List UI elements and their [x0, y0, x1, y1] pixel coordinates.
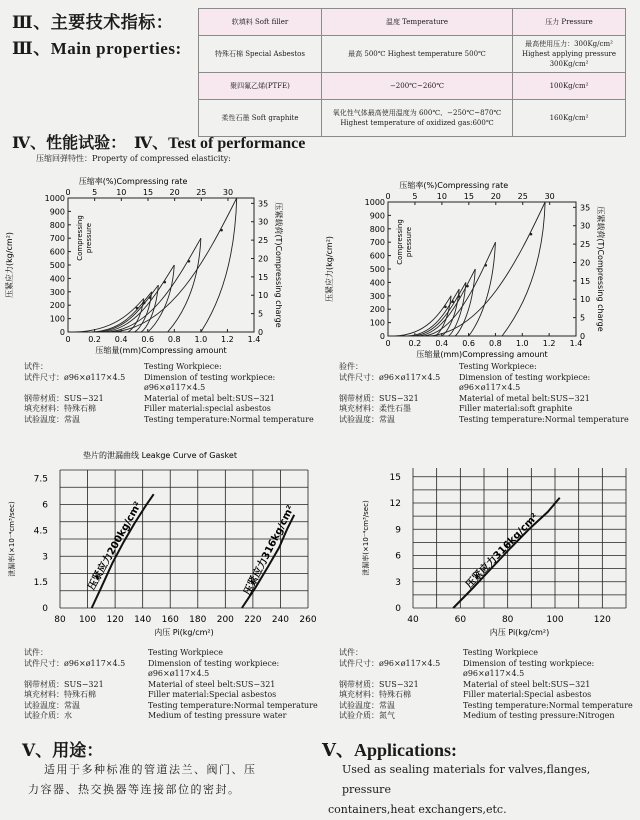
y-tick-label: 4.5: [33, 526, 48, 537]
top-tick-label: 20: [169, 188, 180, 197]
table-cell: 100Kg/cm²: [513, 73, 626, 100]
table-cell: 特殊石棉 Special Asbestos: [199, 36, 322, 73]
series-label: 压紧应力316kg/cm²: [463, 511, 541, 591]
info-label-en: Material of metal belt:SUS−321: [144, 393, 275, 403]
section-4-title-en: Ⅳ、Test of performance: [134, 135, 306, 152]
x-axis-title: 压缩量(mm)Compressing amount: [416, 350, 548, 359]
y-tick-label: 300: [49, 287, 65, 297]
leakage-chart-asbestos: [0, 440, 320, 645]
info-row: [339, 648, 633, 659]
top-axis-title: 压缩率(%)Compressing rate: [399, 181, 509, 190]
section-5-title-en: Ⅴ、Applications:: [322, 740, 457, 760]
cell-line: 最高使用压力：300Kg/cm²: [525, 40, 613, 48]
x-tick-label: 40: [407, 615, 419, 625]
compression-chart-asbestos: [0, 160, 320, 360]
y2-tick-label: 35: [580, 203, 591, 213]
y-axis-title: 压紧应力(kg/cm²): [5, 231, 14, 299]
y-tick-label: 0: [379, 332, 385, 341]
info-label-en: Testing temperature:Normal temperature: [144, 414, 314, 424]
x-tick-label: 80: [54, 615, 66, 625]
info-label-en: Medium of testing pressure:Nitrogen: [463, 711, 615, 720]
y2-tick-label: 20: [580, 258, 591, 268]
unloading-curve: [448, 282, 465, 336]
app-line: Used as sealing materials for valves,flanges, pressure: [342, 763, 591, 796]
loading-curve: [107, 238, 201, 332]
info-label-en: Testing Workpiece: [148, 648, 223, 657]
info-row: [339, 669, 633, 680]
y-tick-label: 600: [369, 251, 385, 261]
info-label-en: Filler material:Special asbestos: [463, 690, 592, 699]
loading-curve: [91, 292, 151, 332]
y2-tick-label: 5: [580, 313, 586, 323]
x-tick-label: 100: [546, 615, 564, 625]
unloading-curve: [502, 202, 545, 336]
table-cell: [513, 36, 626, 73]
info-label-zh: 钢带材质：SUS−321: [24, 679, 104, 689]
x-tick-label: 0.8: [167, 335, 181, 344]
x-tick-label: 180: [189, 615, 207, 625]
info-row: [24, 711, 318, 722]
info-row: [24, 415, 314, 426]
x-tick-label: 0.6: [141, 335, 155, 344]
x-tick-label: 0.6: [462, 339, 475, 348]
top-tick-label: 15: [463, 192, 474, 201]
info-row: [339, 373, 629, 384]
info-label-en: Testing temperature:Normal temperature: [459, 414, 629, 424]
info-row: [24, 701, 318, 712]
y-tick-label: 500: [369, 265, 385, 274]
section-3-title-zh: Ⅲ、主要技术指标：: [12, 13, 174, 32]
table-header-cell: 软填料 Soft filler: [199, 9, 322, 36]
y2-tick-label: 25: [580, 240, 591, 250]
info-row: [339, 404, 629, 415]
info-label-en: Dimension of testing workpiece:: [148, 658, 280, 668]
data-point: [149, 296, 152, 299]
table-header-cell: 温度 Temperature: [322, 9, 513, 36]
loading-curve: [429, 202, 545, 336]
info-label-en: ø96×ø117×4.5: [459, 383, 521, 392]
curve-label: pressure: [85, 222, 93, 254]
y-tick-label: 1.5: [33, 578, 48, 589]
compression-chart-graphite: [320, 160, 640, 360]
info-label-zh: 试件尺寸：ø96×ø117×4.5: [339, 658, 441, 668]
app-line: containers,heat exchangers,etc.: [328, 803, 507, 816]
loading-curve: [113, 198, 237, 332]
y2-tick-label: 5: [258, 309, 264, 319]
series-label: 压紧应力200kg/cm²: [86, 500, 145, 593]
info-row: [339, 383, 629, 394]
table-cell: 聚四氟乙烯(PTFE): [199, 73, 322, 100]
curve-label: Compressing: [396, 219, 404, 265]
info-label-en: Medium of testing pressure water: [148, 711, 287, 720]
y-tick-label: 100: [369, 318, 385, 328]
info-label-en: Testing Workpiece:: [459, 362, 537, 371]
info-label-zh: 试验温度：常温: [24, 414, 80, 424]
info-label-en: ø96×ø117×4.5: [148, 669, 210, 678]
info-row: [339, 690, 633, 701]
x-tick-label: 160: [161, 615, 179, 625]
data-point: [466, 285, 469, 288]
data-point: [188, 260, 191, 263]
y-tick-label: 900: [49, 207, 65, 217]
applications-text-zh: [28, 760, 257, 800]
y-tick-label: 9: [395, 525, 401, 536]
info-label-zh: 试件尺寸：ø96×ø117×4.5: [24, 658, 126, 668]
y-tick-label: 0: [42, 604, 48, 614]
leakage-chart-nitrogen: [320, 440, 640, 645]
table-row: [199, 73, 626, 100]
y2-tick-label: 10: [580, 295, 591, 305]
info-row: [339, 711, 633, 722]
y-tick-label: 700: [49, 234, 65, 244]
x-tick-label: 120: [593, 615, 611, 625]
info-row: [24, 373, 314, 384]
info-label-zh: 试件：: [339, 648, 363, 657]
cell-line: Highest applying pressure 300Kg/cm²: [521, 50, 617, 68]
info-label-en: Filler material:special asbestos: [144, 404, 271, 413]
y-tick-label: 7.5: [33, 474, 48, 485]
info-label-zh: 试件尺寸：ø96×ø117×4.5: [339, 372, 441, 382]
info-label-en: Filler material:soft graphite: [459, 404, 573, 413]
y-axis-title: 压紧应力(kg/cm²): [325, 235, 334, 303]
applications-text-en: [328, 760, 640, 820]
data-point: [484, 264, 487, 267]
info-label-en: Material of metal belt:SUS−321: [459, 393, 590, 403]
table-cell: 柔性石墨 Soft graphite: [199, 100, 322, 137]
top-tick-label: 10: [436, 192, 447, 201]
y-tick-label: 100: [49, 314, 65, 324]
workpiece-info-right: [339, 362, 629, 425]
y-tick-label: 1000: [44, 194, 65, 203]
y2-tick-label: 15: [580, 276, 591, 286]
section-4-title-zh: Ⅳ、性能试验：: [12, 135, 127, 152]
top-tick-label: 5: [92, 188, 98, 197]
y2-axis-title: 压紧载荷(T)Compressing charge: [274, 202, 283, 328]
x-tick-label: 120: [106, 615, 124, 625]
x-axis-title: 内压 Pi(kg/cm²): [489, 628, 550, 637]
y2-tick-label: 0: [258, 328, 264, 337]
y-axis-title: 泄漏率(×10⁻⁴cm³/sec): [362, 500, 370, 576]
table-cell: 最高 500℃ Highest temperature 500℃: [322, 36, 513, 73]
properties-table: [198, 8, 626, 137]
y2-tick-label: 25: [258, 236, 269, 246]
leak-info-right: [339, 648, 633, 722]
y-tick-label: 0: [395, 604, 401, 614]
y-tick-label: 500: [49, 261, 65, 270]
x-tick-label: 60: [454, 615, 467, 625]
top-tick-label: 15: [142, 188, 154, 197]
info-row: [339, 680, 633, 691]
y-tick-label: 12: [389, 499, 401, 509]
info-row: [24, 669, 318, 680]
chart-title: 垫片的泄漏曲线 Leakge Curve of Gasket: [83, 451, 237, 460]
y2-tick-label: 15: [258, 272, 269, 282]
x-tick-label: 1.2: [542, 339, 556, 348]
y2-tick-label: 30: [258, 217, 269, 227]
x-tick-label: 1.4: [569, 339, 583, 348]
y-axis-title: 泄漏率(×10⁻⁴cm³/sec): [8, 501, 16, 577]
info-label-en: Testing Workpiece:: [144, 362, 222, 371]
info-label-en: Testing temperature:Normal temperature: [463, 700, 633, 710]
top-tick-label: 10: [116, 188, 127, 197]
top-tick-label: 0: [65, 188, 71, 197]
info-label-zh: 钢带材质：SUS−321: [24, 393, 104, 403]
top-tick-label: 25: [196, 188, 207, 197]
x-tick-label: 240: [271, 615, 290, 625]
x-tick-label: 0: [65, 335, 71, 344]
x-tick-label: 0.4: [435, 339, 449, 348]
loading-curve: [102, 265, 174, 332]
x-tick-label: 140: [134, 615, 152, 625]
x-axis-title: 压缩量(mm)Compressing amount: [95, 346, 227, 355]
app-line: 适用于多种标准的管道法兰、阀门、压: [44, 763, 257, 776]
curve-label: Compressing: [76, 215, 84, 261]
info-label-en: Dimension of testing workpiece:: [463, 658, 595, 668]
x-tick-label: 0: [385, 339, 391, 348]
info-label-en: Filler material:Special asbestos: [148, 690, 277, 699]
info-label-en: Material of steel belt:SUS−321: [463, 679, 591, 689]
y2-tick-label: 20: [258, 254, 269, 264]
series-label: 压紧应力316kg/cm²: [242, 503, 297, 598]
info-row: [24, 659, 318, 670]
x-tick-label: 200: [216, 615, 234, 625]
x-tick-label: 1.0: [194, 335, 208, 344]
top-tick-label: 30: [544, 192, 555, 201]
info-label-en: Material of steel belt:SUS−321: [148, 679, 276, 689]
data-point: [444, 306, 447, 309]
info-label-zh: 填充材料：柔性石墨: [339, 404, 411, 413]
table-cell: [322, 100, 513, 137]
y-tick-label: 200: [49, 301, 65, 311]
x-tick-label: 0.2: [88, 335, 101, 344]
loading-curve: [97, 285, 159, 332]
table-header-row: [199, 9, 626, 36]
info-label-zh: 试件：: [24, 648, 48, 657]
section-3-title-en: Ⅲ、Main properties:: [12, 39, 182, 58]
section-5-title-zh: Ⅴ、用途：: [22, 741, 104, 760]
data-point: [530, 233, 533, 236]
subtitle: 压缩回弹特性：Property of compressed elasticity:: [36, 154, 231, 163]
top-axis-title: 压缩率(%)Compressing rate: [78, 177, 188, 186]
loading-curve: [424, 242, 496, 336]
curve-label: pressure: [405, 226, 413, 258]
x-axis-title: 内压 Pi(kg/cm²): [154, 628, 214, 637]
info-label-zh: 填充材料：特殊石棉: [24, 690, 96, 699]
x-tick-label: 1.0: [515, 339, 529, 348]
info-label-en: Dimension of testing workpiece:: [144, 372, 276, 382]
info-label-zh: 钢带材质：SUS−321: [339, 679, 419, 689]
y2-tick-label: 30: [580, 221, 591, 231]
table-cell: −200℃~260℃: [322, 73, 513, 100]
table-header-cell: 压力 Pressure: [513, 9, 626, 36]
y2-tick-label: 35: [258, 199, 269, 209]
info-row: [339, 362, 629, 373]
y-tick-label: 6: [42, 500, 48, 511]
info-label-en: ø96×ø117×4.5: [144, 383, 206, 392]
info-row: [24, 690, 318, 701]
info-row: [24, 362, 314, 373]
top-tick-label: 25: [517, 192, 528, 201]
x-tick-label: 1.2: [221, 335, 234, 344]
data-point: [220, 229, 223, 232]
info-label-zh: 试验介质：氮气: [339, 711, 395, 720]
info-label-zh: 试验介质：水: [24, 711, 72, 720]
info-label-zh: 试件尺寸：ø96×ø117×4.5: [24, 372, 126, 382]
y-tick-label: 800: [49, 220, 65, 230]
info-label-zh: 钢带材质：SUS−321: [339, 393, 419, 403]
plot-frame: [388, 202, 576, 336]
info-label-zh: 填充材料：特殊石棉: [24, 404, 96, 413]
y-tick-label: 700: [369, 238, 385, 248]
y-tick-label: 600: [49, 247, 65, 257]
table-cell: 160Kg/cm²: [513, 100, 626, 137]
info-row: [339, 659, 633, 670]
x-tick-label: 220: [244, 615, 262, 625]
info-row: [24, 394, 314, 405]
info-label-zh: 试验温度：常温: [339, 700, 395, 710]
workpiece-info-left: [24, 362, 314, 425]
y-tick-label: 6: [395, 551, 401, 562]
top-tick-label: 5: [412, 192, 418, 201]
y2-tick-label: 0: [580, 332, 586, 341]
top-tick-label: 0: [385, 192, 391, 201]
y-tick-label: 3: [42, 552, 48, 563]
info-label-zh: 试验温度：常温: [339, 414, 395, 424]
info-row: [24, 680, 318, 691]
cell-line: Highest temperature of oxidized gas:600℃: [340, 119, 494, 127]
y-tick-label: 900: [369, 211, 385, 221]
info-row: [24, 404, 314, 415]
info-label-en: Dimension of testing workpiece:: [459, 372, 591, 382]
y-tick-label: 400: [49, 274, 65, 284]
info-row: [339, 415, 629, 426]
info-label-zh: 填充材料：特殊石棉: [339, 690, 411, 699]
y-tick-label: 300: [369, 291, 385, 301]
loading-curve: [395, 296, 451, 336]
x-tick-label: 100: [78, 615, 97, 625]
x-tick-label: 80: [501, 615, 514, 625]
table-row: [199, 36, 626, 73]
info-row: [24, 648, 318, 659]
info-label-en: ø96×ø117×4.5: [463, 669, 525, 678]
y-tick-label: 0: [59, 328, 65, 337]
top-tick-label: 20: [490, 192, 501, 201]
cell-line: 氧化性气体最高使用温度为 600℃、−250℃~870℃: [332, 109, 502, 117]
info-label-en: Testing temperature:Normal temperature: [148, 700, 318, 710]
info-row: [339, 394, 629, 405]
info-label-zh: 试件：: [24, 362, 48, 371]
x-tick-label: 260: [299, 615, 317, 625]
top-tick-label: 30: [222, 188, 234, 197]
y-tick-label: 400: [369, 278, 385, 288]
y-tick-label: 200: [369, 305, 385, 315]
info-row: [24, 383, 314, 394]
leak-info-left: [24, 648, 318, 722]
x-tick-label: 0.2: [408, 339, 422, 348]
info-label-zh: 验件：: [339, 362, 363, 371]
app-line: 力容器、热交换器等连接部位的密封。: [28, 783, 241, 796]
x-tick-label: 0.4: [114, 335, 128, 344]
y-tick-label: 3: [395, 577, 401, 588]
y2-axis-title: 压紧载荷(T)Compressing charge: [596, 206, 605, 332]
y-tick-label: 800: [369, 224, 385, 234]
data-point: [163, 281, 166, 284]
info-label-zh: 试验温度：常温: [24, 700, 80, 710]
y2-tick-label: 10: [258, 291, 269, 301]
unloading-curve: [201, 198, 237, 332]
y-tick-label: 1000: [364, 198, 385, 207]
info-label-en: Testing Workpiece: [463, 648, 538, 657]
x-tick-label: 0.8: [489, 339, 502, 348]
info-row: [339, 701, 633, 712]
y-tick-label: 15: [389, 472, 401, 483]
x-tick-label: 1.4: [247, 335, 261, 344]
